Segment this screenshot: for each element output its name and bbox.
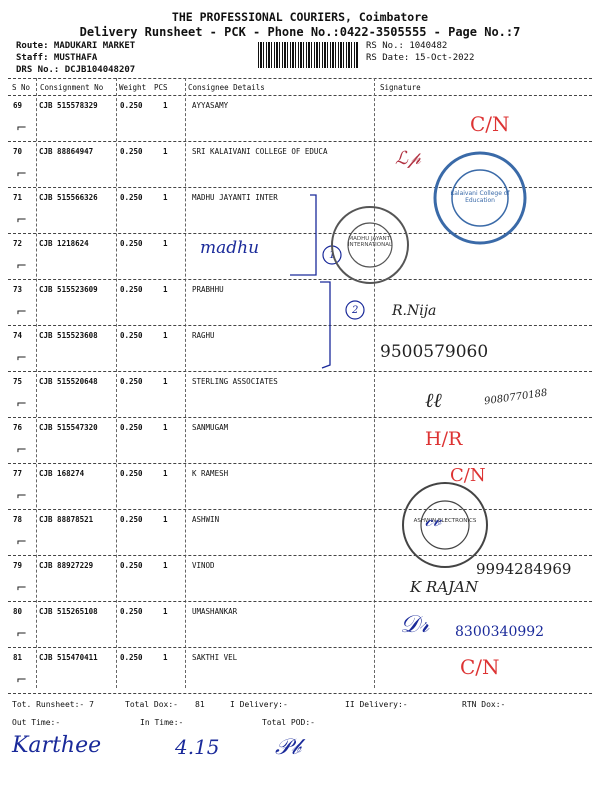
- handwritten-sign-78: 𝒸𝓋: [425, 510, 442, 531]
- row-consignee: UMASHANKAR: [192, 607, 238, 616]
- rs-date: RS Date: 15-Oct-2022: [366, 53, 475, 63]
- row-pcs: 1: [163, 331, 168, 340]
- row-sno: 75: [13, 377, 23, 386]
- col-weight: Weight: [119, 83, 147, 92]
- handwritten-in-time: 4.15: [175, 735, 220, 759]
- table-row: [0, 417, 600, 463]
- handwritten-out-signature: Karthee: [12, 733, 102, 758]
- row-weight: 0.250: [120, 331, 143, 340]
- row-consignment: CJB 515520648: [39, 377, 98, 386]
- check-mark: ⌐: [16, 121, 27, 136]
- col-signature: Signature: [380, 83, 421, 92]
- row-consignment: CJB 1218624: [39, 239, 89, 248]
- handwritten-phone-79: 9994284969: [476, 560, 572, 578]
- row-weight: 0.250: [120, 285, 143, 294]
- check-mark: ⌐: [16, 443, 27, 458]
- handwritten-cn-69: C/N: [470, 112, 510, 136]
- rtn-dox: RTN Dox:-: [462, 700, 506, 709]
- handwritten-name-79: K RAJAN: [410, 578, 479, 596]
- row-consignee: MADHU JAYANTI INTER: [192, 193, 278, 202]
- out-time-label: Out Time:-: [12, 718, 61, 727]
- row-sno: 78: [13, 515, 23, 524]
- row-weight: 0.250: [120, 377, 143, 386]
- handwritten-pod-signature: 𝒫𝒷: [275, 735, 301, 760]
- staff-label: Staff: MUSTHAFA: [16, 53, 98, 63]
- i-delivery: I Delivery:-: [230, 700, 288, 709]
- handwritten-phone-74: 9500579060: [380, 342, 489, 362]
- row-pcs: 1: [163, 101, 168, 110]
- row-sno: 71: [13, 193, 23, 202]
- col-sno: S No: [12, 83, 31, 92]
- table-row: [0, 95, 600, 141]
- row-weight: 0.250: [120, 101, 143, 110]
- handwritten-phone-80: 8300340992: [455, 624, 545, 640]
- row-weight: 0.250: [120, 193, 143, 202]
- handwritten-sign-70: ℒ𝓅: [395, 148, 421, 169]
- col-consignment: Consignment No: [40, 83, 104, 92]
- row-consignment: CJB 168274: [39, 469, 85, 478]
- route-label: Route: MADUKARI MARKET: [16, 41, 136, 51]
- table-row: [0, 509, 600, 555]
- handwritten-name-73: R.Nija: [392, 303, 437, 319]
- row-weight: 0.250: [120, 423, 143, 432]
- row-consignment: CJB 515523608: [39, 331, 98, 340]
- row-weight: 0.250: [120, 607, 143, 616]
- in-time-label: In Time:-: [140, 718, 184, 727]
- row-sno: 76: [13, 423, 23, 432]
- check-mark: ⌐: [16, 351, 27, 366]
- row-consignee: ASHWIN: [192, 515, 220, 524]
- row-pcs: 1: [163, 515, 168, 524]
- row-consignment: CJB 88927229: [39, 561, 94, 570]
- row-pcs: 1: [163, 561, 168, 570]
- row-consignee: SAKTHI VEL: [192, 653, 238, 662]
- drs-number: DRS No.: DCJB104048207: [16, 65, 136, 75]
- row-consignment: CJB 88864947: [39, 147, 94, 156]
- bracket-2: [320, 282, 330, 368]
- row-weight: 0.250: [120, 561, 143, 570]
- col-consignee: Consignee Details: [188, 83, 265, 92]
- row-consignment: CJB 515523609: [39, 285, 98, 294]
- row-consignee: AYYASAMY: [192, 101, 229, 110]
- row-sno: 79: [13, 561, 23, 570]
- handwritten-madhu: madhu: [200, 238, 260, 258]
- college-stamp-text: Kalaivani College of Education: [450, 190, 510, 204]
- table-row: [0, 647, 600, 693]
- handwritten-phone-75: 9080770188: [483, 387, 549, 408]
- row-sno: 73: [13, 285, 23, 294]
- row-sno: 72: [13, 239, 23, 248]
- row-pcs: 1: [163, 377, 168, 386]
- handwritten-sign-75: ℓℓ: [425, 388, 442, 412]
- row-consignee: VINOD: [192, 561, 215, 570]
- bracket-1: [290, 195, 316, 275]
- check-mark: ⌐: [16, 627, 27, 642]
- row-pcs: 1: [163, 469, 168, 478]
- row-pcs: 1: [163, 607, 168, 616]
- check-mark: ⌐: [16, 673, 27, 688]
- col-pcs: PCS: [154, 83, 168, 92]
- row-pcs: 1: [163, 653, 168, 662]
- row-sno: 81: [13, 653, 23, 662]
- row-weight: 0.250: [120, 469, 143, 478]
- row-consignee: RAGHU: [192, 331, 215, 340]
- row-sno: 77: [13, 469, 23, 478]
- row-consignee: SRI KALAIVANI COLLEGE OF EDUCA: [192, 147, 328, 156]
- check-mark: ⌐: [16, 581, 27, 596]
- row-pcs: 1: [163, 147, 168, 156]
- check-mark: ⌐: [16, 259, 27, 274]
- total-pod-label: Total POD:-: [262, 718, 315, 727]
- circle-number-2: 2: [352, 305, 359, 316]
- check-mark: ⌐: [16, 213, 27, 228]
- row-consignment: CJB 515578329: [39, 101, 98, 110]
- divider: [8, 693, 592, 694]
- row-pcs: 1: [163, 423, 168, 432]
- madhu-stamp-text: MADHU JAYANTI INTERNATIONAL: [347, 236, 393, 248]
- handwritten-hr-76: H/R: [425, 428, 463, 450]
- check-mark: ⌐: [16, 397, 27, 412]
- check-mark: ⌐: [16, 305, 27, 320]
- document-title: THE PROFESSIONAL COURIERS, Coimbatore: [171, 10, 429, 24]
- rs-number: RS No.: 1040482: [366, 41, 448, 51]
- check-mark: ⌐: [16, 489, 27, 504]
- row-consignment: CJB 515547320: [39, 423, 98, 432]
- check-mark: ⌐: [16, 167, 27, 182]
- row-weight: 0.250: [120, 653, 143, 662]
- ii-delivery: II Delivery:-: [345, 700, 408, 709]
- row-consignee: K RAMESH: [192, 469, 229, 478]
- table-row: [0, 463, 600, 509]
- circle-number-1: 1: [329, 250, 336, 261]
- row-pcs: 1: [163, 285, 168, 294]
- row-consignee: STERLING ASSOCIATES: [192, 377, 278, 386]
- row-sno: 80: [13, 607, 23, 616]
- row-consignee: PRABHHU: [192, 285, 224, 294]
- handwritten-sign-80: 𝒟𝓇: [400, 610, 430, 638]
- barcode: [258, 42, 358, 68]
- row-weight: 0.250: [120, 239, 143, 248]
- row-pcs: 1: [163, 193, 168, 202]
- document-subtitle: Delivery Runsheet - PCK - Phone No.:0422-3505555 - Page No.:7: [79, 25, 521, 39]
- tot-runsheet: Tot. Runsheet:- 7: [12, 700, 94, 709]
- row-consignment: CJB 515470411: [39, 653, 98, 662]
- row-pcs: 1: [163, 239, 168, 248]
- row-consignment: CJB 88878521: [39, 515, 94, 524]
- row-sno: 74: [13, 331, 23, 340]
- check-mark: ⌐: [16, 535, 27, 550]
- row-sno: 70: [13, 147, 23, 156]
- row-sno: 69: [13, 101, 23, 110]
- divider: [8, 78, 592, 79]
- row-weight: 0.250: [120, 515, 143, 524]
- row-weight: 0.250: [120, 147, 143, 156]
- handwritten-cn-77: C/N: [450, 465, 486, 486]
- total-dox-value: 81: [195, 700, 205, 709]
- total-dox-label: Total Dox:-: [125, 700, 178, 709]
- ashwin-stamp-text: ASHWIN ELECTRONICS: [413, 518, 477, 524]
- row-consignment: CJB 515265108: [39, 607, 98, 616]
- row-consignee: SANMUGAM: [192, 423, 229, 432]
- handwritten-cn-81: C/N: [460, 655, 500, 679]
- row-consignment: CJB 515566326: [39, 193, 98, 202]
